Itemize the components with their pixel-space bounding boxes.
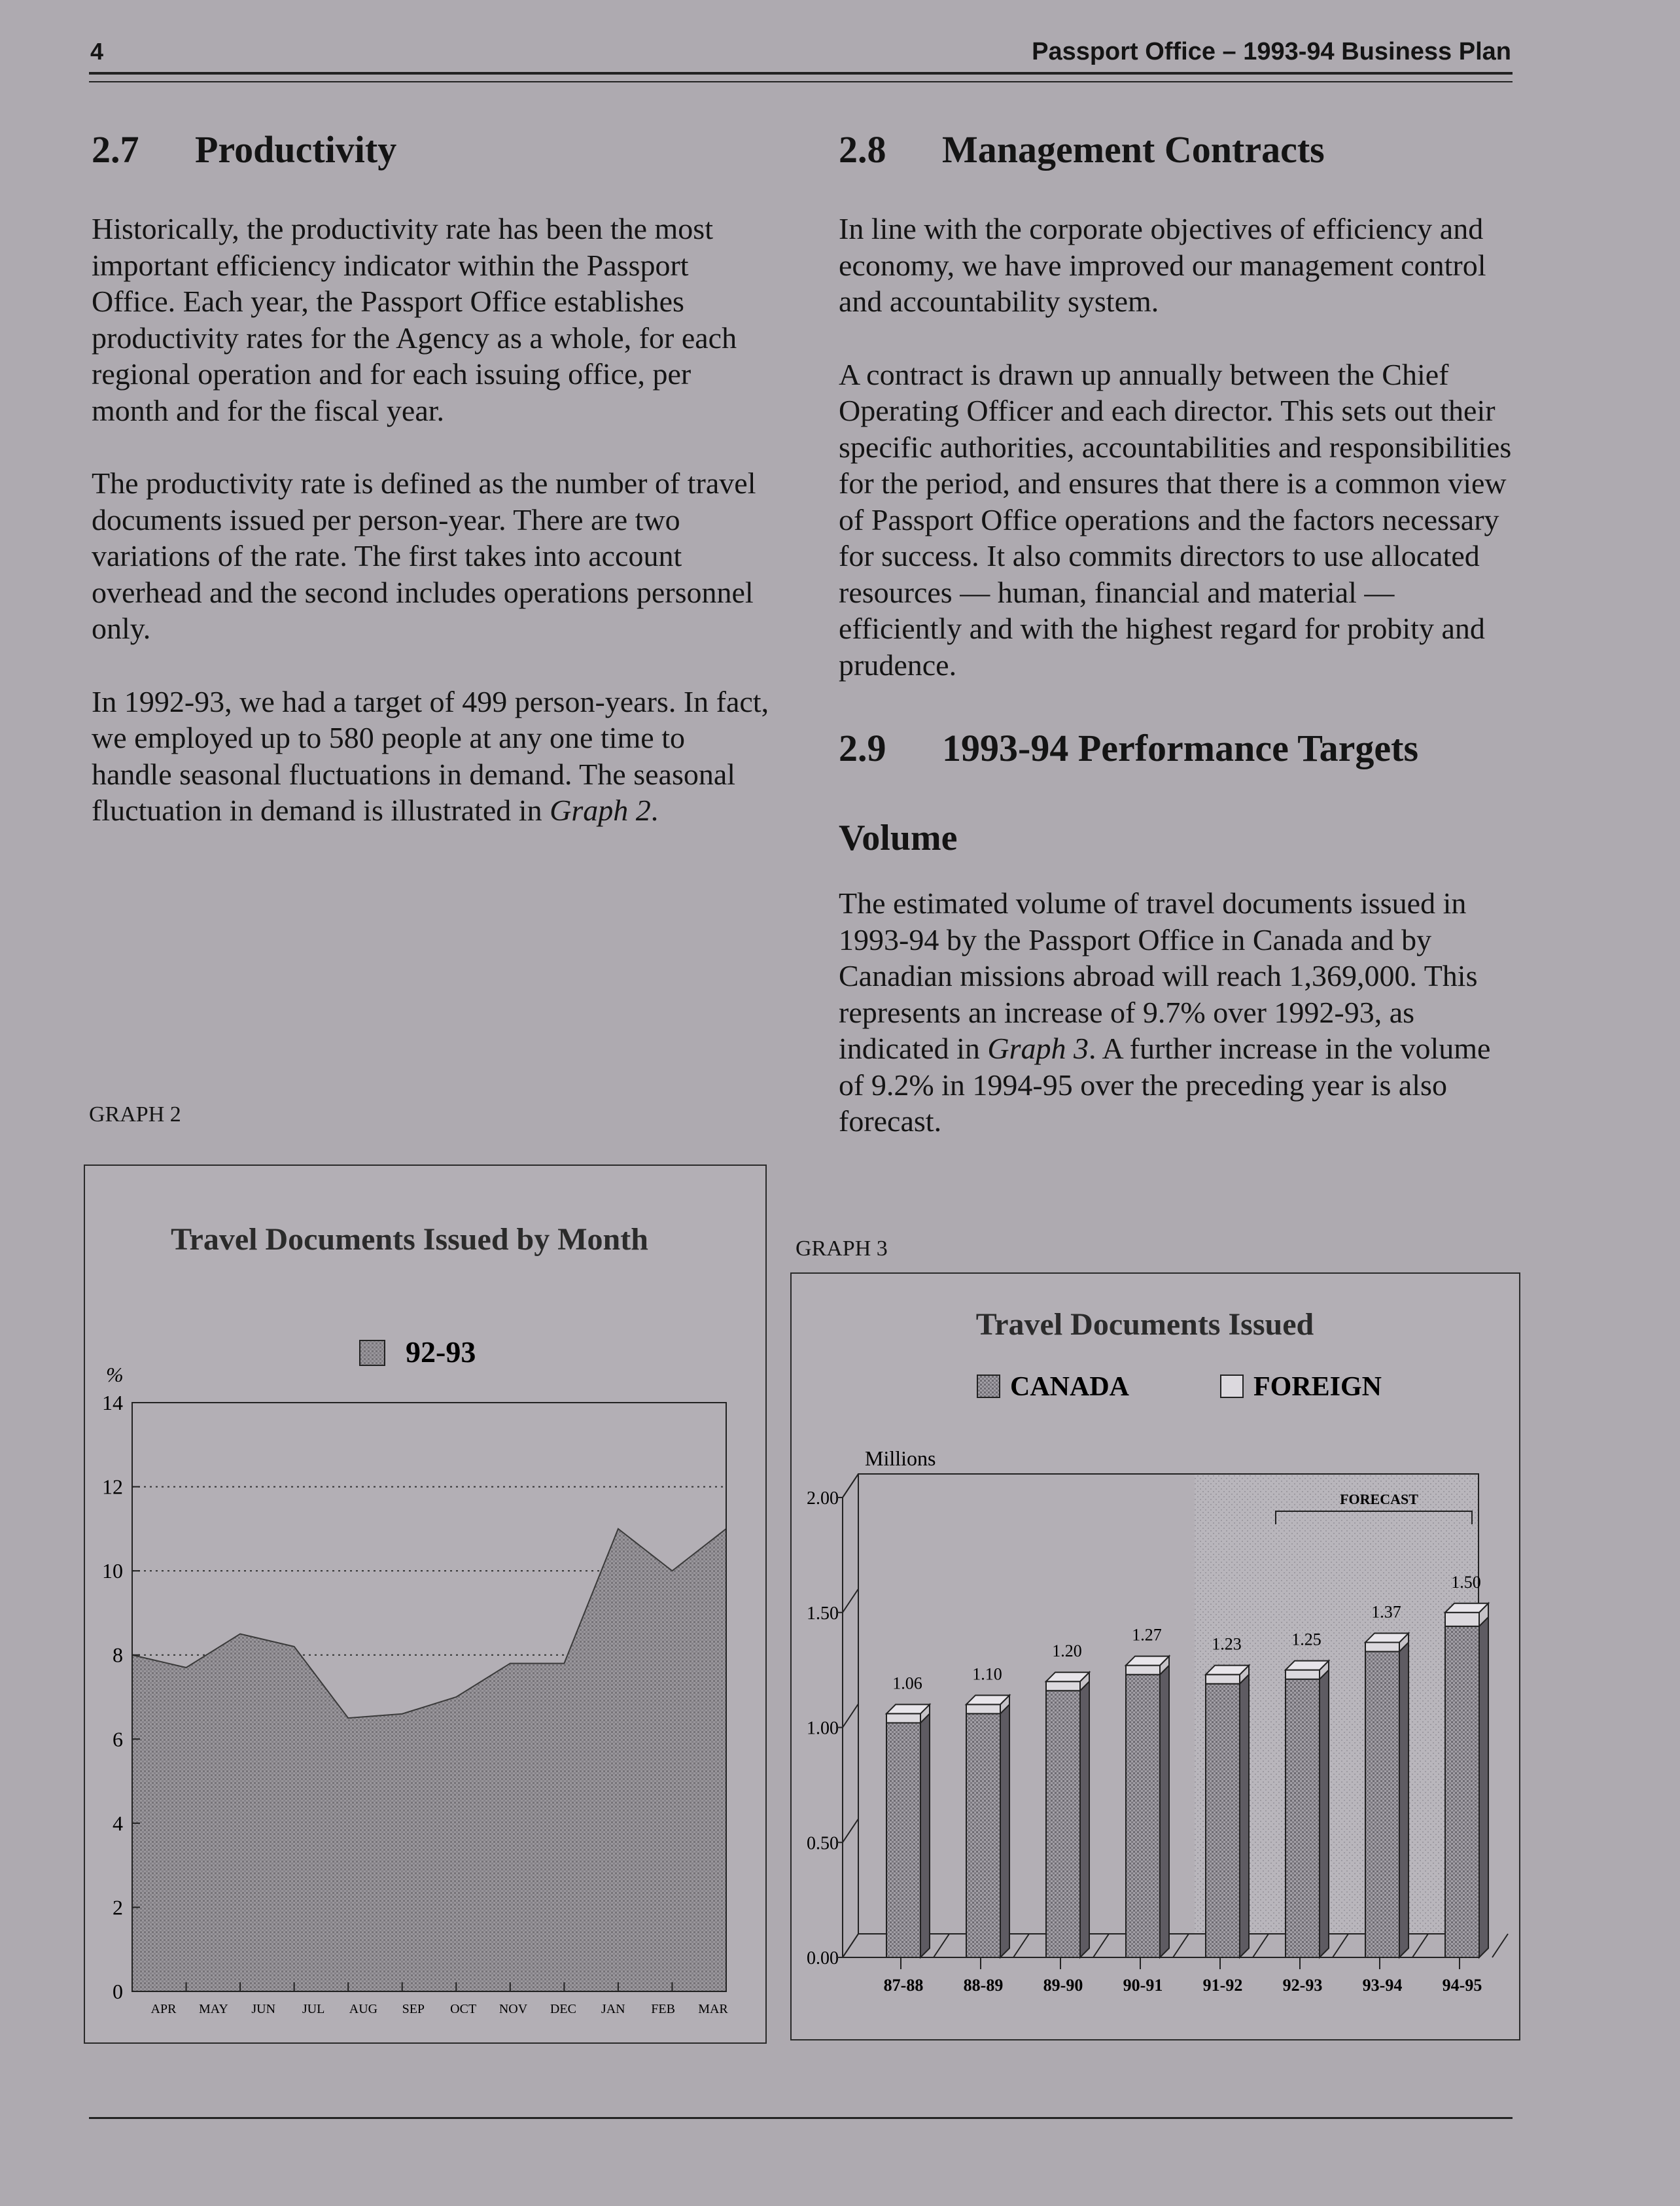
x-tick-label: FEB bbox=[651, 2002, 675, 2016]
y-tick-depth bbox=[843, 1934, 858, 1957]
y-tick-label: 12 bbox=[102, 1475, 123, 1499]
floor-division bbox=[1093, 1934, 1109, 1957]
graph-reference: Graph 3 bbox=[987, 1032, 1089, 1065]
bar-canada bbox=[1365, 1652, 1399, 1957]
paragraph: The estimated volume of travel documents issued in 1993-94 by the Passport Office in Canada and by Canadian missions abroad will reach 1,369,000. This represents an increase of 9.7% over 1992-93, as indicated in Graph 3. A further increase in the volume of 9.2% in 1994-95 over the preceding year is also forecast. bbox=[839, 886, 1491, 1138]
floor-division bbox=[934, 1934, 949, 1957]
area-series-92-93 bbox=[132, 1529, 726, 1991]
x-tick-label: 93-94 bbox=[1362, 1976, 1403, 1995]
y-tick-depth bbox=[843, 1819, 858, 1842]
x-tick-label: 87-88 bbox=[883, 1976, 924, 1995]
left-column bbox=[92, 128, 772, 829]
legend-label-92-93: 92-93 bbox=[406, 1335, 476, 1369]
bar-value-label: 1.25 bbox=[1291, 1630, 1321, 1649]
floor-division bbox=[1412, 1934, 1428, 1957]
graph-reference: Graph 2 bbox=[550, 794, 651, 827]
graph-3-frame bbox=[790, 1272, 1520, 2040]
bar-foreign bbox=[1286, 1670, 1320, 1679]
bar-foreign bbox=[1206, 1675, 1240, 1684]
y-tick-depth bbox=[843, 1704, 858, 1728]
section-heading-2-7: 2.7 Productivity bbox=[92, 128, 397, 171]
bar-value-label: 1.37 bbox=[1371, 1602, 1401, 1622]
y-tick-label: 4 bbox=[113, 1811, 123, 1835]
page-number: 4 bbox=[90, 38, 104, 65]
x-tick-label: NOV bbox=[499, 2002, 528, 2016]
paragraph: The productivity rate is defined as the number of travel documents issued per person-year. There are two variations of the rate. The first takes into account overhead and the second includes operations personnel only. bbox=[92, 466, 756, 645]
y-tick-label: 2 bbox=[113, 1895, 123, 1919]
bar-foreign bbox=[966, 1704, 1000, 1713]
bar-canada-side bbox=[1320, 1670, 1329, 1957]
graph-2-chart bbox=[85, 1166, 765, 2042]
x-tick-label: 88-89 bbox=[963, 1976, 1004, 1995]
legend-swatch-canada bbox=[977, 1375, 1000, 1397]
forecast-label: FORECAST bbox=[1340, 1491, 1418, 1507]
section-heading-2-9: 2.9 1993-94 Performance Targets bbox=[839, 727, 1419, 769]
x-tick-label: 91-92 bbox=[1202, 1976, 1243, 1995]
paragraph: In line with the corporate objectives of efficiency and economy, we have improved our management control and accountability system. bbox=[839, 212, 1486, 318]
graph-2-frame bbox=[84, 1164, 767, 2044]
graph-3-chart bbox=[792, 1274, 1519, 2039]
x-tick-label: SEP bbox=[402, 2002, 425, 2016]
bar-canada bbox=[966, 1713, 1000, 1957]
graph-3-caption: GRAPH 3 bbox=[796, 1236, 888, 1261]
bar-canada-side bbox=[1080, 1681, 1089, 1957]
bar-value-label: 1.20 bbox=[1052, 1641, 1082, 1661]
floor-division bbox=[1253, 1934, 1269, 1957]
legend-label-foreign: FOREIGN bbox=[1253, 1372, 1382, 1402]
bar-foreign bbox=[1365, 1642, 1399, 1651]
y-tick-label: 2.00 bbox=[807, 1488, 839, 1509]
x-tick-label: DEC bbox=[550, 2002, 576, 2016]
graph-2-caption: GRAPH 2 bbox=[89, 1102, 181, 1127]
x-tick-label: 90-91 bbox=[1123, 1976, 1163, 1995]
x-tick-label: 89-90 bbox=[1043, 1976, 1083, 1995]
legend-swatch-92-93 bbox=[360, 1340, 385, 1365]
bar-canada bbox=[886, 1723, 920, 1957]
x-tick-label: OCT bbox=[450, 2002, 477, 2016]
x-tick-label: 92-93 bbox=[1282, 1976, 1323, 1995]
y-tick-depth bbox=[843, 1474, 858, 1497]
x-tick-label: AUG bbox=[349, 2002, 378, 2016]
graph-2-title: Travel Documents Issued by Month bbox=[171, 1222, 648, 1257]
legend-swatch-foreign bbox=[1221, 1375, 1243, 1397]
header-rule bbox=[89, 72, 1513, 75]
y-tick-label: 14 bbox=[102, 1391, 123, 1414]
y-tick-label: 0 bbox=[113, 1980, 123, 2003]
bar-canada bbox=[1206, 1684, 1240, 1957]
bar-foreign bbox=[1126, 1666, 1160, 1675]
bar-canada bbox=[1046, 1690, 1080, 1957]
bar-value-label: 1.10 bbox=[972, 1664, 1002, 1684]
bar-canada bbox=[1286, 1679, 1320, 1957]
section-heading-2-8: 2.8 Management Contracts bbox=[839, 128, 1325, 171]
bar-value-label: 1.23 bbox=[1212, 1634, 1242, 1654]
bar-canada bbox=[1126, 1675, 1160, 1957]
paragraph: A contract is drawn up annually between the Chief Operating Officer and each director. This sets out their specific authorities, accountabilities and responsibilities for the period, and ensures that there is a common view of Passport Office operations and the factors necessary for success. It also commits directors to use allocated resources — human, financial and material — efficiently and with the highest regard for probity and prudence. bbox=[839, 357, 1512, 682]
bar-foreign bbox=[1046, 1681, 1080, 1690]
bar-value-label: 1.27 bbox=[1132, 1625, 1162, 1645]
floor-division bbox=[1013, 1934, 1029, 1957]
bar-canada-side bbox=[1240, 1675, 1249, 1957]
bar-foreign bbox=[886, 1713, 920, 1723]
y-tick-depth bbox=[843, 1589, 858, 1613]
y-tick-label: 1.50 bbox=[807, 1603, 839, 1624]
right-column bbox=[839, 128, 1519, 1140]
legend-label-canada: CANADA bbox=[1010, 1372, 1129, 1402]
y-axis-unit: Millions bbox=[865, 1446, 936, 1470]
bar-canada bbox=[1445, 1626, 1479, 1957]
y-tick-label: 1.00 bbox=[807, 1718, 839, 1739]
y-axis-unit: % bbox=[106, 1363, 124, 1386]
bar-canada-side bbox=[1160, 1666, 1169, 1957]
x-tick-label: JAN bbox=[601, 2002, 625, 2016]
x-tick-label: APR bbox=[150, 2002, 177, 2016]
subheading-volume: Volume bbox=[839, 818, 958, 858]
bar-canada-side bbox=[920, 1713, 930, 1957]
paragraph: Historically, the productivity rate has been the most important efficiency indicator within the Passport Office. Each year, the Passport Office establishes productivity rates for the Agency as a whole, for each regional operation and for each issuing office, per month and for the fiscal year. bbox=[92, 212, 737, 427]
y-tick-label: 0.50 bbox=[807, 1833, 839, 1854]
x-tick-label: JUN bbox=[251, 2002, 276, 2016]
y-tick-label: 10 bbox=[102, 1559, 123, 1583]
bar-value-label: 1.06 bbox=[892, 1673, 922, 1693]
header-rule-thin bbox=[89, 81, 1513, 82]
bar-foreign bbox=[1445, 1613, 1479, 1626]
x-tick-label: JUL bbox=[302, 2002, 325, 2016]
paragraph: In 1992-93, we had a target of 499 person-years. In fact, we employed up to 580 people at any one time to handle seasonal fluctuations in demand. The seasonal fluctuation in demand is illustrated in Graph 2. bbox=[92, 684, 769, 827]
bar-canada-side bbox=[1399, 1643, 1409, 1957]
x-tick-label: 94-95 bbox=[1442, 1976, 1482, 1995]
floor-division bbox=[1492, 1934, 1508, 1957]
bar-canada-side bbox=[1000, 1704, 1009, 1957]
floor-division bbox=[1173, 1934, 1189, 1957]
graph-3-title: Travel Documents Issued bbox=[975, 1307, 1314, 1342]
x-tick-label: MAR bbox=[698, 2002, 728, 2016]
bar-canada-side bbox=[1479, 1617, 1488, 1957]
y-tick-label: 8 bbox=[113, 1643, 123, 1667]
y-tick-label: 6 bbox=[113, 1727, 123, 1751]
bar-value-label: 1.50 bbox=[1451, 1572, 1481, 1592]
running-header-title: Passport Office – 1993-94 Business Plan bbox=[1032, 38, 1511, 65]
floor-division bbox=[1333, 1934, 1348, 1957]
footer-rule bbox=[89, 2117, 1513, 2119]
y-tick-label: 0.00 bbox=[807, 1948, 839, 1969]
x-tick-label: MAY bbox=[198, 2002, 228, 2016]
